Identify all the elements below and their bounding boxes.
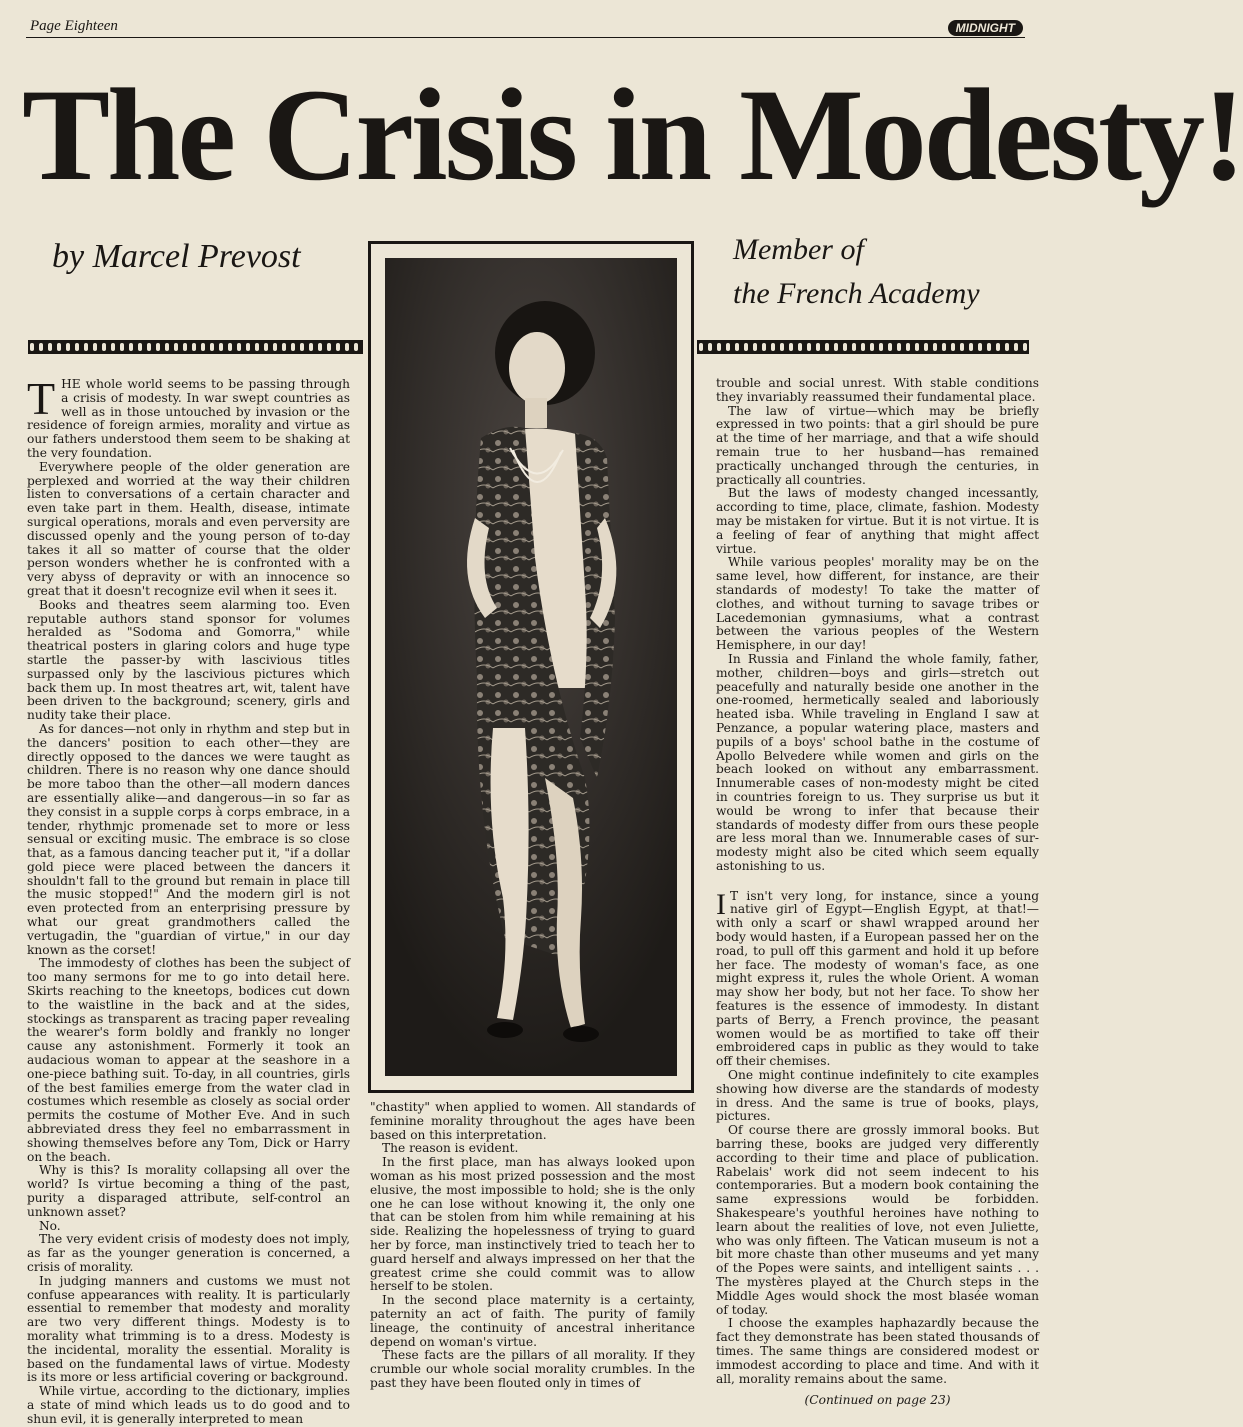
author-title-line-1: Member of [733,233,864,266]
paragraph: The very evident crisis of modesty does not imply, as far as the younger generation is concerned, a crisis of morality. [27,1232,350,1274]
author-title [733,228,1033,316]
paragraph: While virtue, according to the dictionary, implies a state of mind which leads us to do good and to shun evil, it is generally interpreted to mean [27,1384,350,1426]
paragraph: No. [39,1218,61,1233]
continued-note: (Continued on page 23) [804,1393,951,1408]
article-column-2 [370,1101,695,1391]
woman-photo-illustration [385,258,677,1076]
photo-frame [368,241,694,1093]
article-column-3 [716,377,1039,1408]
paragraph: In the second place maternity is a certainty, paternity an act of faith. The purity of family lineage, the continuity of ancestral inheritance depend on woman's virtue. [370,1293,695,1349]
paragraph: Books and theatres seem alarming too. Even reputable authors stand sponsor for volumes heralded as "Sodoma and Gomorra," while theatrical posters in glaring colors and huge type startle the passer-by with lascivious titles surpassed only by the lascivious pictures which back them up. In most theatres art, wit, talent have been driven to the background; scenery, girls and nudity take their place. [27,597,350,723]
paragraph: But the laws of modesty changed incessantly, according to time, place, climate, fashion. Modesty may be mistaken for virtue. But it is not virtue. It is a feeling of fear of anything that might affect virtue. [716,486,1039,556]
header-rule [26,37,1025,38]
photo [385,258,677,1076]
article-column-1 [27,373,350,1427]
paragraph: I T isn't very long, for instance, since a young native girl of Egypt—English Egypt, at that!—with only a scarf or shawl wrapped around her body would hasten, if a European passed her on the road, to pull off this garment and hold it up before her face. The modesty of woman's face, as one might express it, rules the whole Orient. A woman may show her body, but not her face. To show her features is the essence of immodesty. In distant parts of Berry, a French province, the peasant women would be as mortified to take off their embroidered caps in public as they would to take off their chemises. [716,887,1039,1069]
drop-cap: I [716,887,726,921]
paragraph: I choose the examples haphazardly because the fact they demonstrate has been stated thousands of times. The same things are considered modest or immodest according to place and time. And with it all, morality remains about the same. [716,1316,1039,1386]
paragraph: Of course there are grossly immoral books. But barring these, books are judged very differently according to their time and place of publication. Rabelais' work did not seem indecent to his contemporaries. But a modern book containing the same expressions would be forbidden. Shakespeare's youthful heroines have nothing to learn about the realities of love, not even Juliette, who was only fifteen. The Vatican museum is not a bit more chaste than other museums and yet many of the Popes were saints, and intelligent saints . . . The mystères played at the Church steps in the Middle Ages would shock the most blasée woman of today. [716,1123,1039,1317]
paragraph: trouble and social unrest. With stable conditions they invariably reassumed their fundamental place. [716,376,1039,404]
paragraph: The reason is evident. [382,1141,519,1156]
paragraph: In Russia and Finland the whole family, father, mother, children—boys and girls—stretch out peacefully and naturally beside one another in the one-roomed, hermetically sealed and laboriously heated isba. While traveling in England I saw at Penzance, a popular watering place, masters and pupils of a boys' school bathe in the costume of Apollo Belvedere while women and girls on the beach looked on without any embarrassment. Innumerable cases of non-modesty might be cited in countries foreign to us. They surprise us but it would be wrong to infer that because their standards of modesty differ from ours these people are less moral than we. Innumerable cases of sur-modesty might also be cited which seem equally astonishing to us. [716,651,1039,873]
page-label: Page Eighteen [30,18,118,34]
paragraph: The law of virtue—which may be briefly expressed in two points: that a girl should be pure at the time of her marriage, and that a wife should remain true to her husband—has remained practically unchanged through the centuries, in practically all countries. [716,403,1039,487]
ornamental-border-left [28,340,363,354]
section-gap [716,874,1039,890]
paragraph: THE whole world seems to be passing through a crisis of modesty. In war swept countries as well as in those untouched by invasion or the residence of foreign armies, morality and virtue as our fathers understood them seem to be shaking at the very foundation. [27,373,350,460]
ornamental-border-right [697,340,1029,354]
paragraph: As for dances—not only in rhythm and step but in the dancers' position to each other—they are directly opposed to the dances we were taught as children. There is no reason why one dance should be more taboo than the other—all modern dances are essentially alike—and dangerous—in so far as they consist in a supple corps à corps embrace, in a tender, rhythmjc promenade set to more or less sensual or exciting music. The embrace is so close that, as a famous dancing teacher put it, "if a dollar gold piece were placed between the dancers it shouldn't fall to the ground but remain in place till the music stopped!" And the modern girl is not even protected from an enterprising pressure by what our great grandmothers called the vertugadin, the "guardian of virtue," in our day known as the corset! [27,721,350,957]
paragraph: One might continue indefinitely to cite examples showing how diverse are the standards of modesty in dress. And the same is true of books, plays, pictures. [716,1068,1039,1124]
magazine-name: MIDNIGHT [948,20,1023,36]
paragraph: "chastity" when applied to women. All standards of feminine morality throughout the ages have been based on this interpretation. [370,1100,695,1142]
paragraph: The immodesty of clothes has been the subject of too many sermons for me to go into detail here. Skirts reaching to the kneetops, bodices cut down to the waistline in the back and at the sides, stockings as transparent as tracing paper revealing the wearer's form boldly and frankly no longer cause any astonishment. Formerly it took an audacious woman to appear at the seashore in a one-piece bathing suit. To-day, in all countries, girls of the best families emerge from the water clad in costumes which resemble as closely as social order permits the costume of Mother Eve. And in such abbreviated dress they feel no embarrassment in showing themselves before any Tom, Dick or Harry on the beach. [27,956,350,1164]
paragraph: Why is this? Is morality collapsing all over the world? Is virtue becoming a thing of the past, purity a disparaged attribute, self-control an unknown asset? [27,1163,350,1219]
author-title-line-2: the French Academy [733,277,980,310]
paragraph: In the first place, man has always looked upon woman as his most prized possession and the most elusive, the most impossible to hold; she is the only one he can lose without knowing it, the only one that can be stolen from him while remaining at his side. Realizing the hopelessness of trying to guard her by force, man instinctively tried to teach her to guard herself and always impressed on her that the greatest crime she could commit was to allow herself to be stolen. [370,1155,695,1294]
paragraph: Everywhere people of the older generation are perplexed and worried at the way their children listen to conversations of a certain character and even take part in them. Health, disease, intimate surgical operations, morals and even perversity are discussed openly and the young person of to-day takes it all so matter of course that the older person wonders whether he is confronted with a very abyss of depravity or with an innocence so great that it doesn't recognize evil when it sees it. [27,459,350,598]
paragraph: While various peoples' morality may be on the same level, how different, for instance, are their standards of modesty! To take the matter of clothes, and without turning to savage tribes or Lacedemonian gymnasiums, what a contrast between the various peoples of the Western Hemisphere, in our day! [716,555,1039,653]
headline: The Crisis in Modesty! [22,61,1243,208]
byline: by Marcel Prevost [52,238,301,275]
paragraph: These facts are the pillars of all morality. If they crumble our whole social morality crumbles. In the past they have been flouted only in times of [370,1348,695,1390]
drop-cap: T [27,373,56,424]
paragraph: In judging manners and customs we must not confuse appearances with reality. It is particularly essential to remember that modesty and morality are two very different things. Modesty is to morality what trimming is to a dress. Modesty is the incidental, morality the essential. Morality is based on the fundamental laws of virtue. Modesty is its more or less artificial covering or background. [27,1273,350,1385]
